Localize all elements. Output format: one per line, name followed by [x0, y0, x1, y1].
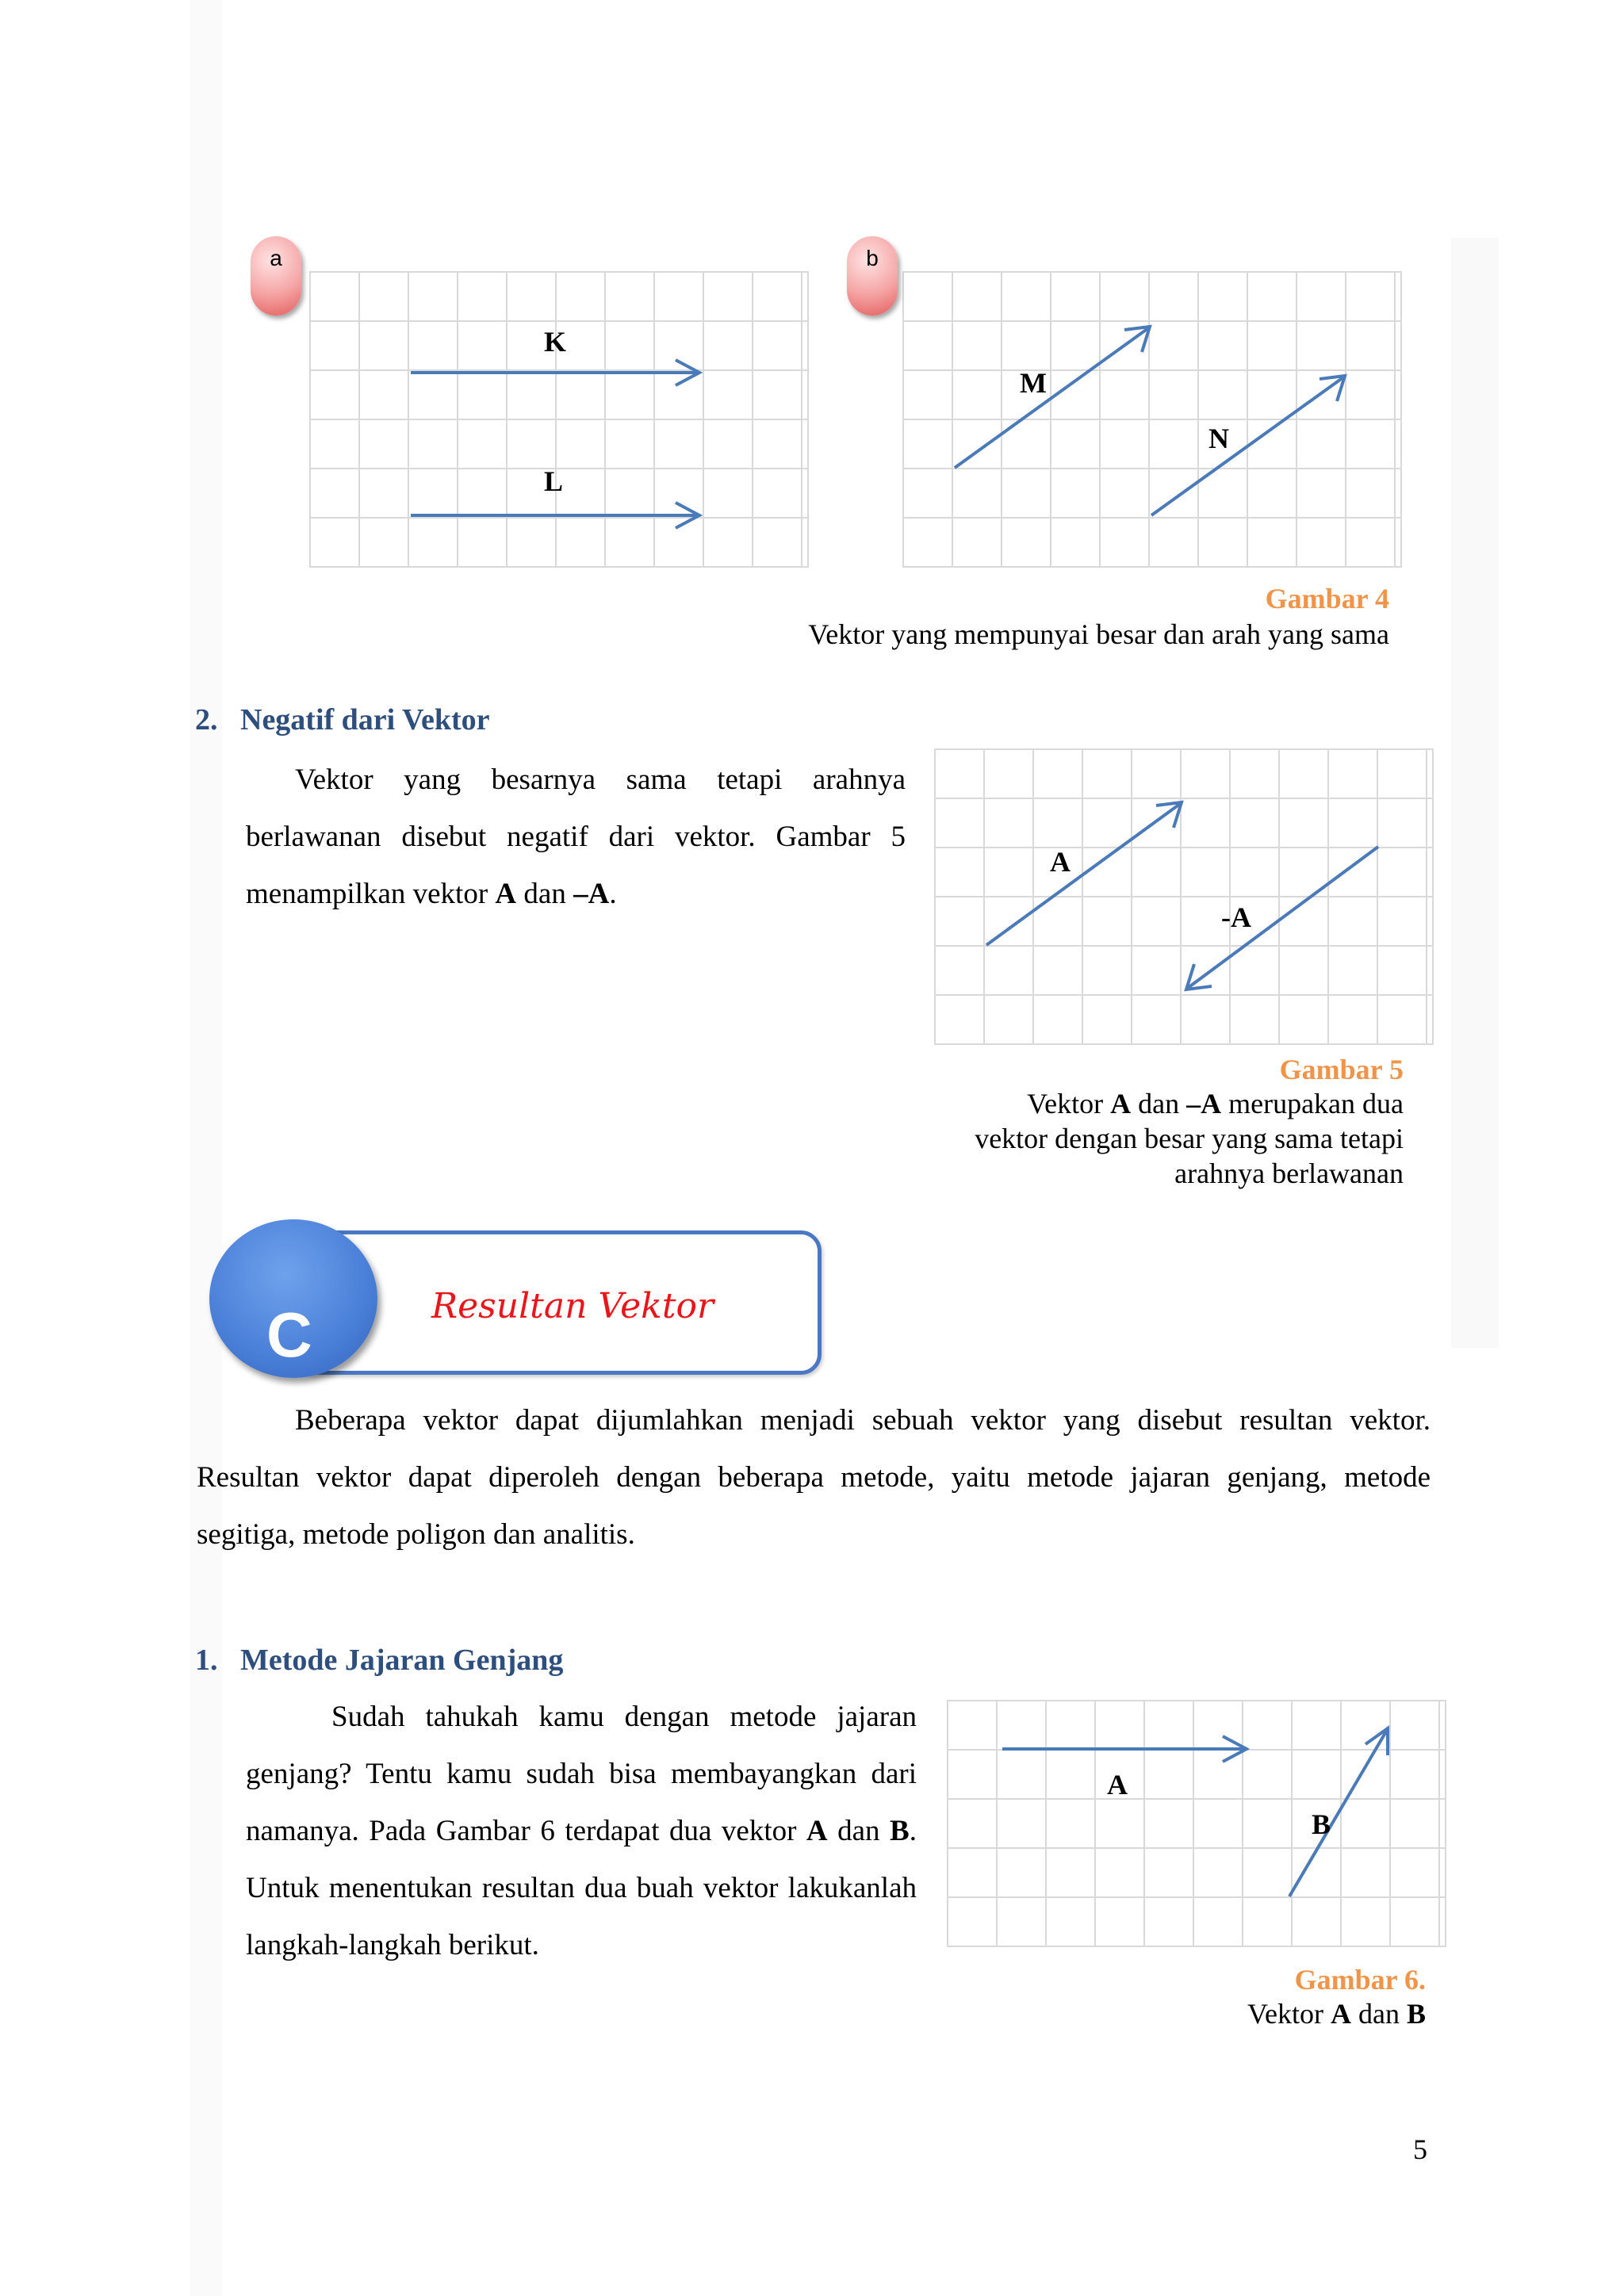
figure5-caption-title: Gambar 5: [1279, 1054, 1404, 1085]
vector-a-arrow: [986, 802, 1182, 945]
vector-k-label: K: [544, 326, 567, 358]
section-c-circle: [209, 1219, 377, 1378]
section-negatif-heading: 2. Negatif dari Vektor: [195, 703, 490, 737]
section-c-paragraph: Beberapa vektor dapat dijumlahkan menjadi sebuah vektor yang disebut resultan vektor. Resultan vektor dapat diperoleh dengan beberapa metode, yaitu metode jajaran genjang, metode segitiga, metode poligon dan analitis.: [197, 1404, 1431, 1551]
vector-b6-label: B: [1312, 1808, 1331, 1840]
section-negatif-paragraph: Vektor yang besarnya sama tetapi arahnya berlawanan disebut negatif dari vektor. Gambar 5 menampilkan vektor A dan –A.: [246, 763, 906, 910]
section-jajaran-heading: 1. Metode Jajaran Genjang: [195, 1644, 564, 1677]
figure5-arrows: [934, 748, 1442, 1050]
page-shade-left: [190, 0, 222, 2296]
figure4-arrows-a: [309, 271, 817, 572]
section-c-letter: C: [266, 1299, 312, 1370]
section-jajaran-paragraph: Sudah tahukah kamu dengan metode jajaran genjang? Tentu kamu sudah bisa membayangkan dari namanya. Pada Gambar 6 terdapat dua vektor A dan B. Untuk menentukan resultan dua buah vektor lakukanlah langkah-langkah berikut.: [246, 1701, 917, 1961]
vector-l-label: L: [544, 465, 564, 497]
figure6-arrows: [947, 1700, 1454, 1954]
vector-neg-a-label: -A: [1221, 901, 1251, 933]
vector-l-arrow: [411, 503, 699, 528]
vector-a6-arrow: [1002, 1736, 1247, 1762]
figure6-caption: Vektor A dan B: [1247, 1998, 1426, 2030]
figure5-caption-line1: Vektor A dan –A merupakan dua: [1027, 1088, 1404, 1119]
figure4-badge-a: a: [251, 236, 301, 316]
vector-m-arrow: [955, 327, 1150, 468]
figure4-caption-title: Gambar 4: [1265, 583, 1389, 614]
vector-b6-arrow: [1289, 1728, 1388, 1896]
vector-k-arrow: [411, 360, 699, 385]
vector-m-label: M: [1020, 367, 1047, 399]
figure6-caption-title: Gambar 6.: [1294, 1964, 1426, 1996]
vector-neg-a-arrow: [1186, 847, 1378, 989]
section-c-title: Resultan Vektor: [431, 1286, 714, 1326]
page-shade-right: [1451, 238, 1499, 1348]
vector-a-label: A: [1050, 846, 1071, 878]
page-number: 5: [1413, 2133, 1427, 2165]
figure5-caption-line3: arahnya berlawanan: [1174, 1158, 1404, 1189]
figure4-caption-text: Vektor yang mempunyai besar dan arah yang sama: [808, 618, 1389, 650]
figure5-caption-line2: vektor dengan besar yang sama tetapi: [975, 1123, 1404, 1154]
figure4-badge-b: b: [847, 236, 898, 316]
figure5-caption: [975, 1086, 1404, 1191]
vector-a6-label: A: [1107, 1769, 1128, 1800]
vector-n-arrow: [1151, 376, 1345, 515]
vector-n-label: N: [1208, 423, 1229, 454]
figure4-arrows-b: [902, 271, 1410, 572]
